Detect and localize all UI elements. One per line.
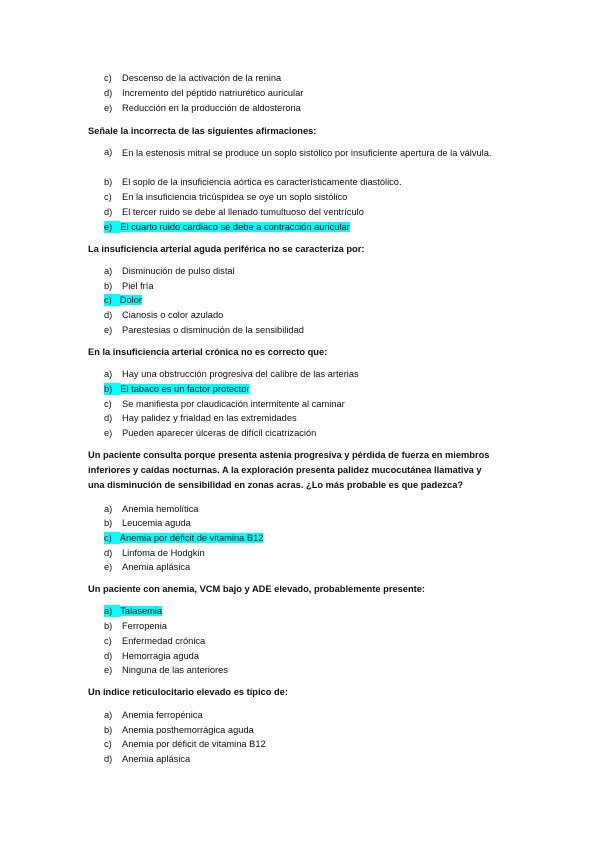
option-a: a) Anemia hemolítica (104, 504, 199, 514)
option-d: d) Hemorragia aguda (104, 651, 200, 661)
option-d: d) Anemia aplásica (104, 754, 191, 764)
option-c: c) Se manifiesta por claudicación intermitente al caminar (104, 399, 345, 409)
option-c: c) Anemia por déficit de vitamina B12 (104, 739, 266, 749)
option-e: e) Pueden aparecer úlceras de difícil cicatrización (104, 428, 317, 438)
option-c-highlighted: c) Dolor (104, 295, 142, 305)
option-a: a) Anemia ferropénica (104, 710, 203, 720)
option-c-highlighted: c) Anemia por déficit de vitamina B12 (104, 533, 264, 543)
question-heading: Un paciente con anemia, VCM bajo y ADE elevado, probablemente presente: (88, 584, 426, 594)
option-b: b) Anemia posthemorrágica aguda (104, 725, 254, 735)
question-heading: Un índice reticulocitario elevado es típico de: (88, 687, 288, 697)
option-a: a) Hay una obstrucción progresiva del calibre de las arterias (104, 369, 359, 379)
option-e: e) Reducción en la producción de aldosterona (104, 103, 301, 113)
option-c: c) En la insuficiencia tricúspidea se oye un soplo sistólico (104, 192, 348, 202)
option-d: d) Cianosis o color azulado (104, 310, 224, 320)
question-heading: Señale la incorrecta de las siguientes afirmaciones: (88, 126, 317, 136)
option-e-highlighted: e) El cuarto ruido cardiaco se debe a contracción auricular (104, 222, 350, 232)
option-b: b) El soplo de la insuficiencia aórtica es característicamente diastólico. (104, 177, 402, 187)
option-d: d) Linfoma de Hodgkin (104, 548, 205, 558)
option-a: a) Disminución de pulso distal (104, 266, 235, 276)
option-a: a) En la estenosis mitral se produce un soplo sistólico por insuficiente apertura de la válvula. (104, 147, 492, 158)
option-d: d) Hay palidez y frialdad en las extremidades (104, 413, 297, 423)
option-b: b) Piel fría (104, 281, 154, 291)
option-d: d) Incremento del péptido natriurético auricular (104, 88, 304, 98)
option-e: e) Ninguna de las anteriores (104, 665, 228, 675)
option-d: d) El tercer ruido se debe al llenado tumultuoso del ventrículo (104, 207, 364, 217)
option-e: e) Anemia aplásica (104, 562, 191, 572)
option-e: e) Parestesias o disminución de la sensibilidad (104, 325, 304, 335)
option-c: c) Enfermedad crónica (104, 636, 206, 646)
option-b: b) Leucemia aguda (104, 518, 191, 528)
option-b-highlighted: b) El tabaco es un factor protector (104, 384, 250, 394)
option-a-highlighted: a) Talasemia (104, 606, 163, 616)
question-heading: Un paciente consulta porque presenta astenia progresiva y pérdida de fuerza en miembros inferiores y caídas nocturnas. A la exploración presenta palidez mucocutánea llamativa y una disminución de sensibilidad en zonas acras. ¿Lo más probable es que padezca? (88, 450, 490, 490)
option-b: b) Ferropenia (104, 621, 167, 631)
option-c: c) Descenso de la activación de la renina (104, 73, 282, 83)
question-heading: La insuficiencia arterial aguda periférica no se caracteriza por: (88, 244, 365, 254)
question-heading: En la insuficiencia arterial crónica no es correcto que: (88, 347, 328, 357)
